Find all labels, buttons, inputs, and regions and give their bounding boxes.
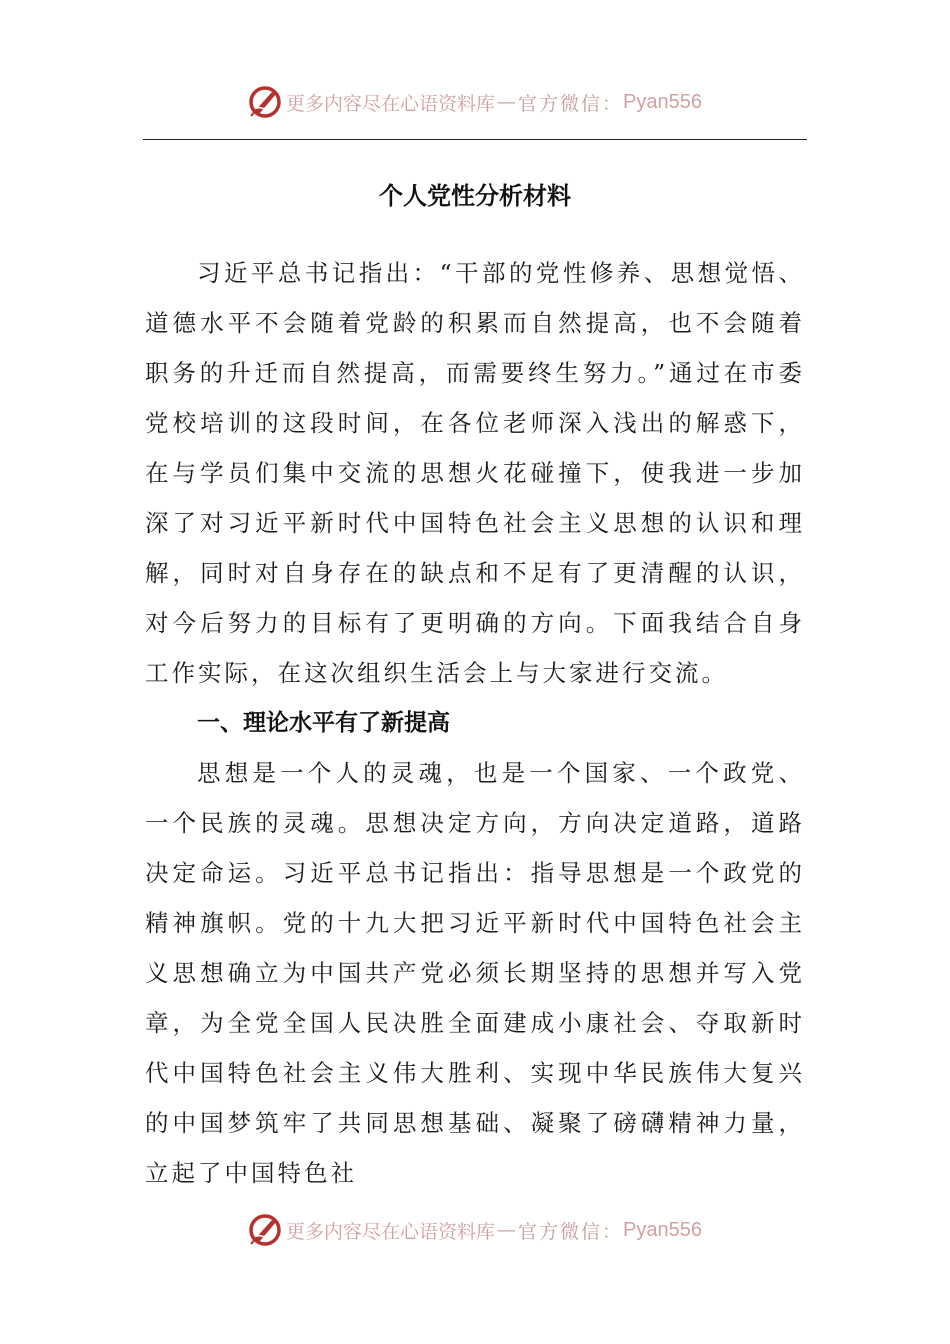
header-divider <box>143 139 807 140</box>
document-body <box>145 248 805 1198</box>
banner-brand-text: 更多内容尽在心语资料库 <box>286 1220 496 1243</box>
quill-pen-logo-icon <box>248 85 282 119</box>
banner-wechat-label: 官方微信： <box>518 92 624 115</box>
banner-dash: — <box>497 91 517 113</box>
header-banner <box>0 82 950 122</box>
quill-pen-logo-icon <box>248 1213 282 1247</box>
section-heading: 一、理论水平有了新提高 <box>197 710 450 736</box>
banner-wechat-id: Pyan556 <box>623 90 702 113</box>
banner-wechat-id: Pyan556 <box>623 1218 702 1241</box>
document-title: 个人党性分析材料 <box>379 182 571 210</box>
footer-banner <box>0 1210 950 1250</box>
section-paragraph: 思想是一个人的灵魂，也是一个国家、一个政党、一个民族的灵魂。思想决定方向，方向决定道路，道路决定命运。习近平总书记指出：指导思想是一个政党的精神旗帜。党的十九大把习近平新时代中国特色社会主义思想确立为中国共产党必须长期坚持的思想并写入党章，为全党全国人民决胜全面建成小康社会、夺取新时代中国特色社会主义伟大胜利、实现中华民族伟大复兴的中国梦筑牢了共同思想基础、凝聚了磅礴精神力量，立起了中国特色社 <box>145 759 805 1187</box>
banner-brand-text: 更多内容尽在心语资料库 <box>286 92 496 115</box>
banner-dash: — <box>497 1219 517 1241</box>
intro-paragraph: 习近平总书记指出：“干部的党性修养、思想觉悟、道德水平不会随着党龄的积累而自然提高，也不会随着职务的升迁而自然提高，而需要终生努力。”通过在市委党校培训的这段时间，在各位老师深入浅出的解惑下，在与学员们集中交流的思想火花碰撞下，使我进一步加深了对习近平新时代中国特色社会主义思想的认识和理解，同时对自身存在的缺点和不足有了更清醒的认识，对今后努力的目标有了更明确的方向。下面我结合自身工作实际，在这次组织生活会上与大家进行交流。 <box>145 259 805 687</box>
banner-wechat-label: 官方微信： <box>518 1220 624 1243</box>
